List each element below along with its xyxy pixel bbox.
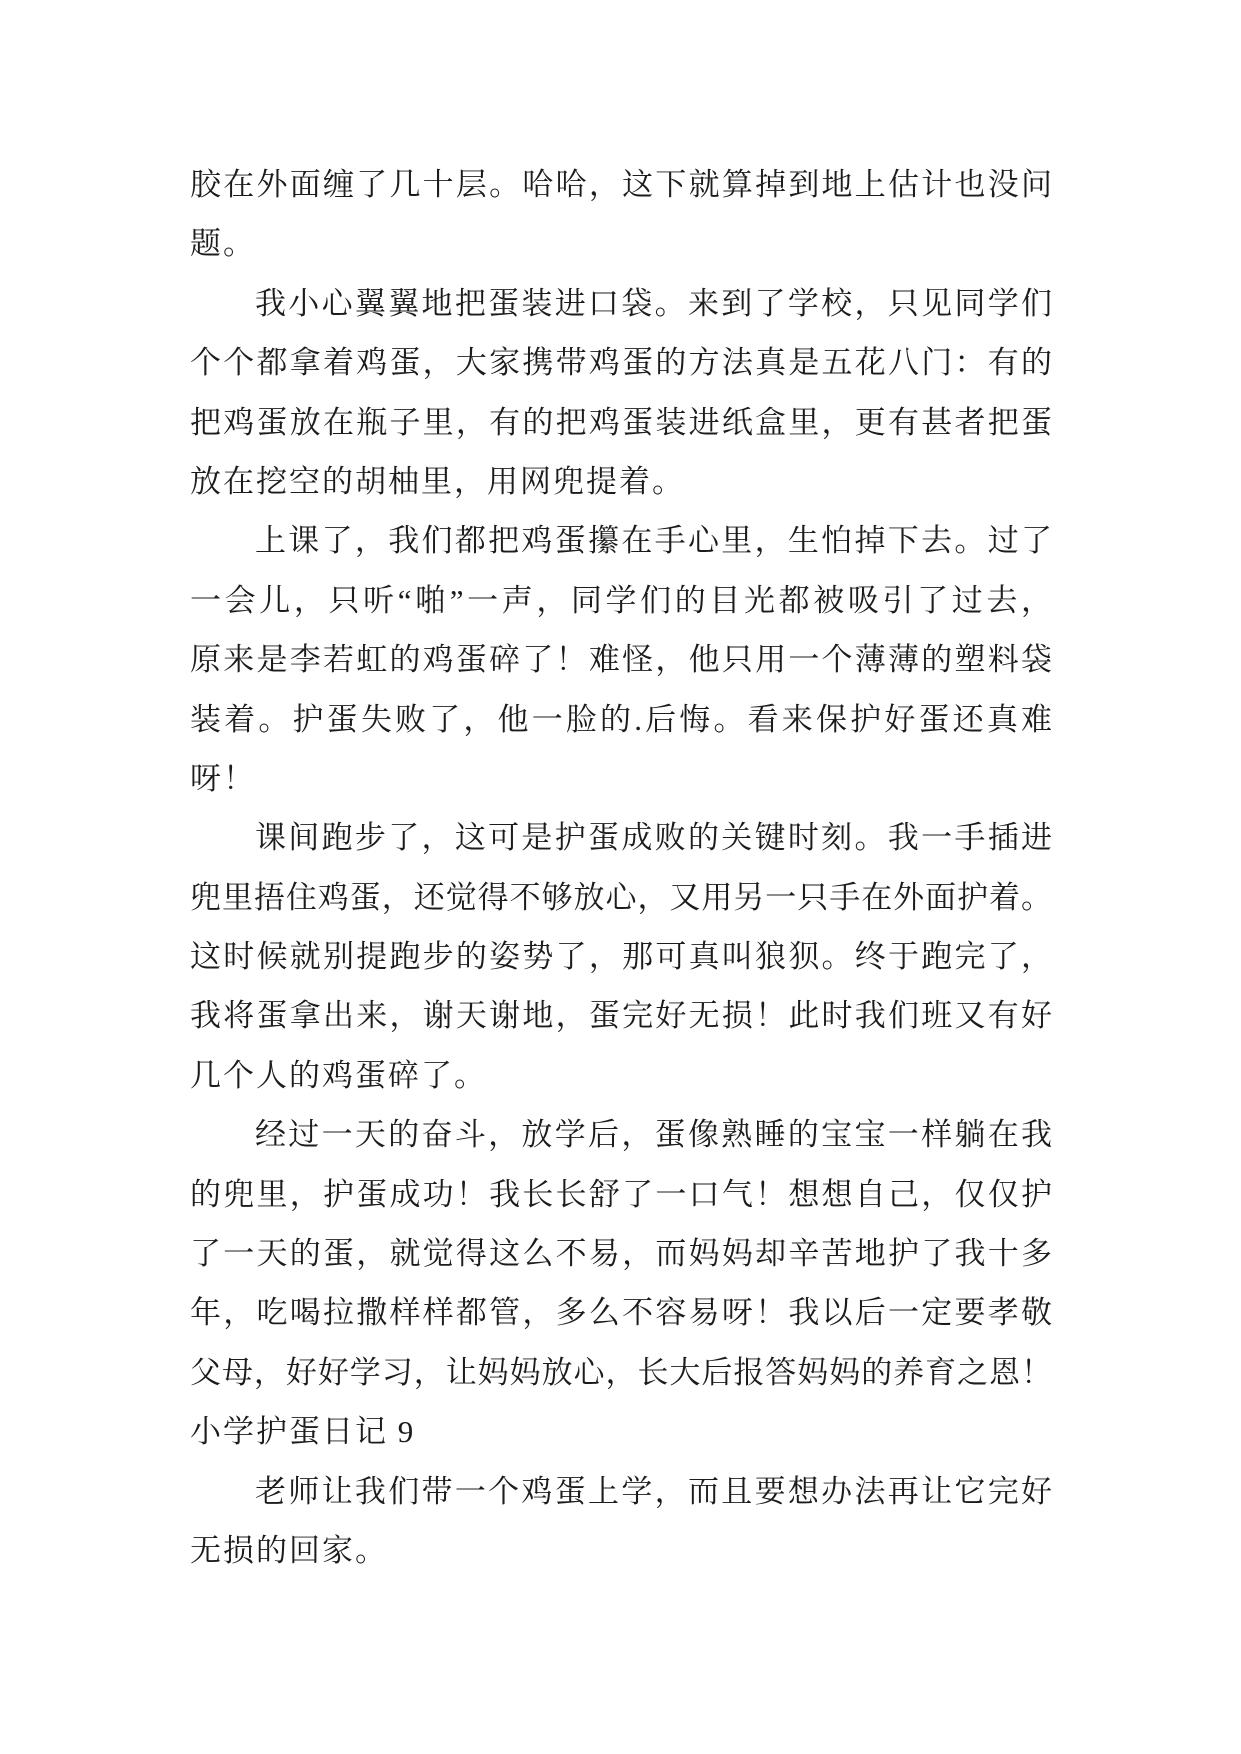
paragraph-line: 我将蛋拿出来，谢天谢地，蛋完好无损！此时我们班又有好: [190, 998, 1052, 1034]
paragraph-line: 几个人的鸡蛋碎了。: [190, 1057, 487, 1093]
paragraph-line: 老师让我们带一个鸡蛋上学，而且要想办法再让它完好: [255, 1473, 1052, 1509]
paragraph-line: 经过一天的奋斗，放学后，蛋像熟睡的宝宝一样躺在我: [255, 1117, 1052, 1153]
paragraph-line: 这时候就别提跑步的姿势了，那可真叫狼狈。终于跑完了，: [190, 939, 1052, 975]
paragraph: [190, 1105, 1052, 1402]
paragraph-line: 原来是李若虹的鸡蛋碎了！难怪，他只用一个薄薄的塑料袋: [190, 642, 1052, 678]
paragraph-line: 呀！: [190, 760, 256, 796]
text-column: [190, 155, 1052, 1580]
paragraph: [190, 511, 1052, 808]
paragraph-line: 放在挖空的胡柚里，用网兜提着。: [190, 463, 685, 499]
paragraph-line: 课间跑步了，这可是护蛋成败的关键时刻。我一手插进: [255, 820, 1052, 856]
paragraph-line: 上课了，我们都把鸡蛋攥在手心里，生怕掉下去。过了: [255, 523, 1052, 559]
paragraph: [190, 274, 1052, 512]
paragraph: [190, 808, 1052, 1105]
paragraph-line: 年，吃喝拉撒样样都管，多么不容易呀！我以后一定要孝敬: [190, 1295, 1052, 1331]
paragraph-line: 了一天的蛋，就觉得这么不易，而妈妈却辛苦地护了我十多: [190, 1236, 1052, 1272]
paragraph-line: 一会儿，只听“啪”一声，同学们的目光都被吸引了过去，: [190, 582, 1052, 618]
paragraph-line: 兜里捂住鸡蛋，还觉得不够放心，又用另一只手在外面护着。: [190, 879, 1052, 915]
section-heading: 小学护蛋日记 9: [190, 1414, 416, 1450]
paragraph-line: 的兜里，护蛋成功！我长长舒了一口气！想想自己，仅仅护: [190, 1176, 1052, 1212]
paragraph: [190, 155, 1052, 274]
paragraph-line: 无损的回家。: [190, 1532, 388, 1568]
paragraph-line: 我小心翼翼地把蛋装进口袋。来到了学校，只见同学们: [255, 285, 1052, 321]
paragraph-line: 把鸡蛋放在瓶子里，有的把鸡蛋装进纸盒里，更有甚者把蛋: [190, 404, 1052, 440]
paragraph-line: 题。: [190, 226, 256, 262]
paragraph-line: 父母，好好学习，让妈妈放心，长大后报答妈妈的养育之恩！: [190, 1354, 1052, 1390]
paragraph-line: 胶在外面缠了几十层。哈哈，这下就算掉到地上估计也没问: [190, 167, 1052, 202]
paragraph-line: 装着。护蛋失败了，他一脸的.后悔。看来保护好蛋还真难: [190, 701, 1052, 737]
paragraph: [190, 1462, 1052, 1581]
paragraph-line: 个个都拿着鸡蛋，大家携带鸡蛋的方法真是五花八门：有的: [190, 345, 1052, 381]
